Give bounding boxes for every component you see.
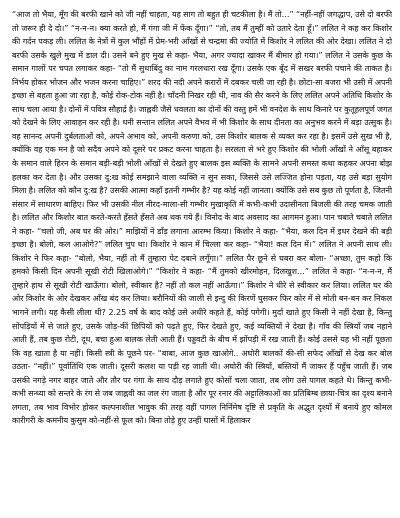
document-page: [12, 8, 392, 514]
body-paragraph: “आज तो भैया, मूँग की बरफी खाने को जी नहीं चाहता, यह साग तो बहुत ही चटकीला है। मैं तो…” “नहीं-नहीं जगद्धाप, उसे दो बरफी तो जरूर ही दे दो।” “न-न-न। क्या करते हो, मैं गंगा जी में फेंक दूँगा।” “तो, तब मैं तुम्हीं को उतारे देता हूँ।” ललित ने कह कर किशोर की गर्दन पकड़ ली। ललित के नेत्रों में कुल भौंहों में प्रेम-भरी आँखों से चन्द्रमा की ज्योति में किशोर ने ललित की ओर देखा। ललित ने दो बरफी उसके खुले मुख में डाल दी। उसने बने हुए मुख से कहा- भैया, अगर ज्यादा खाकर मैं बीमार हो गया।” ललित ने उसके कुछ के समान गालों पर चपत लगाकर कहा- “तो मैं सुधाबिंदु का नाम गरलधारा रख दूँगा। उसके एक बूँद में सखर बरफी पचाने की ताकत है। निर्भय होकर भोजन और भजन करना चाहिए।” शरद की नदी अपने करारों में दबकर चली जा रही है। छोटा-सा बजरा भी उसी में अपनी इच्छा से बहता हुआ जा रहा है, कोई रोक-टोक नहीं है। चाँदनी निखर रही थी, नाव की सैर करने के लिए ललित अपने अतिथि किशोर के साथ चला आया है। दोनों में पवित्र सौहार्द्र है। जाह्नवी जैसे धवलता का दोनों की वस्तु हमें भी वनदेश के साथ किनारे पर कुतूहलपूर्ण जगत को देखने के लिए आवाहन कर रही है। धनी सन्तान ललित अपने वैभव में भी किशोर के साथ दीनता का अनुभव करने में बड़ा उत्सुक है। वह सानन्द अपनी दुर्बलताओं को, अपने अभाव को, अपनी करुणा को, उस किशोर बालक से व्यक्त कर रहा है। इसमें उसे सुख भी है, क्योंकि वह एक मन है जो सदैव अपने को दूसरे पर प्रकट करना चाहता है। सरलता से भरे हुए किशोर की भोली आँखों ने आँसू बहाकर के समान वाले हिरन के समान बड़ी-बड़ी भोली आँखों से देखते हुए बालक इस ब्यक्ति के सामने अपनी समस्त कथा कहकर अपना बोझ हलका कर देता है। और उसका दु:ख कोई समझाने वाला व्यक्ति न सुन सका, जिससे उसे लज्जित होना पड़ता, यह उसे बड़ा सुयोग मिला है। ललित को कौन दु:ख है? उसकी आत्मा कहाँ इतनी गम्भीर है? यह कोई नहीं जानता। क्योंकि उसे सब कुछ तो पूर्णता है, जितनी संसार में साधारण बाहिए। फिर भी उसकी नील नीरद-माला-सी गम्भीर मुखाकृति में कभी-कभी उदासीनता बिजली की तरह चमक जाती है। ललित और किशोर बात करते-करते हँसते हँसते अब थक गये हैं। विनोद के बाद अवसाद का आगमन हुआ। पान चबाते चबाते ललित ने कहा- “चलो जी, अब घर की ओर।” माझियों ने डाँड़ लगाना आरम्भ किया। किशोर ने कहा- “भैया, कल दिन में इधर देखने की बड़ी इच्छा है। बोलो, कल आओगे?” ललित चुप था। किशोर ने कान में चिल्ला कर कहा- “भैया! कल दिन में।” ललित ने अपनी साथ ली। किशोर ने फिर कहा- “बोलो, भैया, नहीं तो मैं तुम्हारा पेट दबाने लगूँगा।” ललित पैर छूने से घबरा कर बोला- “अच्छा, तुम कहो कि हमको किसी दिन अपनी सूखी रोटी खिलाओगे।” “किशोर ने कहा- “मैं तुमको खीरमोहन, दिलखुश…” ललित ने कहा- “न-न-न, मैं तुम्हारे हाथ से सूखी रोटी खाऊँगा। बोलो, स्वीकार है? नहीं तो कल नहीं आऊँगा।” किशोर ने धीरे से स्वीकार कर लिया। ललित घर की ओर किशोर के ओर देखकर आँख बंद कर लिया। बरौनियों की जाली से इन्दु की किरणें घुसकर फिर कोर में से मोती बन-बन कर निकल भागने लगी। यह कैसी लीला थी? 2.25 वर्ष के बाद कोई उसे अधीरे कहते हैं, कोई पगेगी। मुर्दा खाते हुए किसी ने नहीं देखा है, किन्तु सोंपड़ियों में से जाते हुए, उसके जोड़-कीं छिपियों को पढ़ते हुए, फिर देखते हुए, कई व्यक्तियों ने देखा है। गाँव की स्त्रियाँ जब नहाने आती हैं, तब कुछ रोटी, दूध, बचा हुआ बालक लेती आती हैं। पड्डवटी के बीच में झोंपड़ी में रख जाती हैं। कोई उससे यह भी नहीं पूछता कि वह खाता है या नहीं। किसी स्त्री के पूछने पर- “बाबा, आज कुछ खाओगे.. अघोरी बालकों की-सी सफेद आँखों से देख कर बोल उठता- “नहीं।” पूर्वातिथि एक जाती। दूसरी कलश या पड़ी रह जाती थी। अघोरी की स्त्रियों, बस्तियों मैं जाकर हैं पहुँच जाती हैं। जब उसकी नगड़े नगर बाहर जाते और तौर पर गंगा के साथ दौड़ लगाते हुए कोसों चला जाता, तब लोग उसे पागल कहते थे। किन्तु कभी-कभी सन्ध्या को सन्तरे के रंग से जब जाह्नवी का जल रंग जाता है और पूर रनार की अट्टालिकाओं का प्रतिबिम्ब छाया-चित्र का दृश्य बनाने लगता, तब भाव विभोर होकर कल्पनाशील भावुक की तरह वहीं पागल निर्निमेष दृष्टि से प्रकृति के अद्भुत दृश्यों में बनाये हुए कोमल कारीगरी के कमनीय कुसुम को-नहीं-से फूल को। बिना तोड़े हुए उन्हीं घासों में हिलाकर: [12, 10, 392, 426]
